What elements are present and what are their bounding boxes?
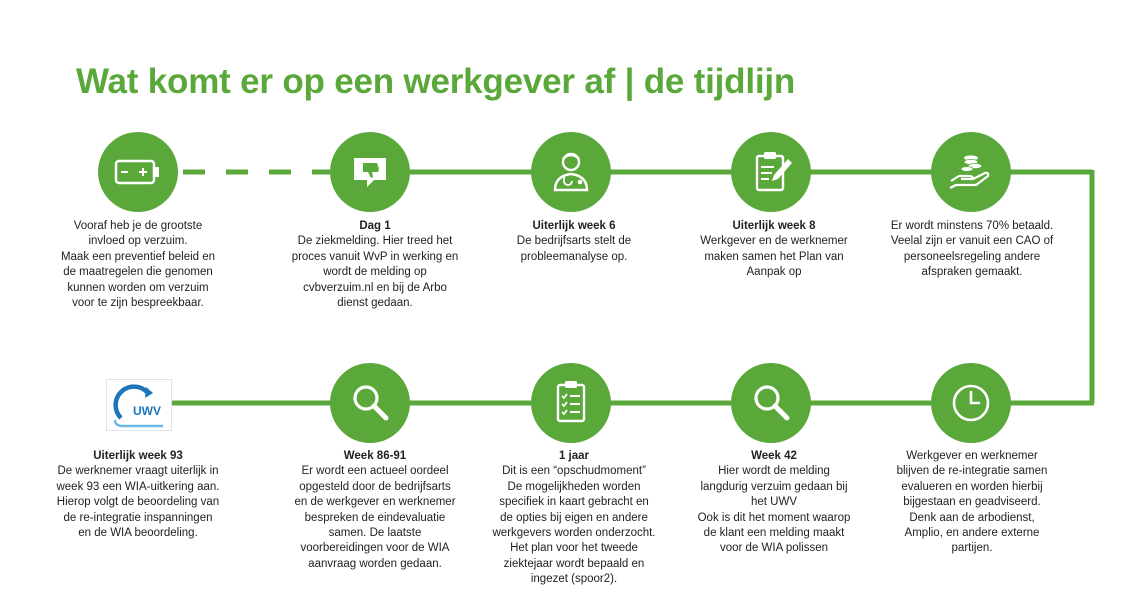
magnifier-icon bbox=[330, 363, 410, 443]
step-body: De werknemer vraagt uiterlijk in week 93 een WIA-uitkering aan. Hierop volgt de beoordeling van de re-integratie inspanningen en de WIA beoordeling. bbox=[56, 465, 220, 540]
step-body: Er wordt een actueel oordeel opgesteld door de bedrijfsarts en de werkgever en werknemer bespreken de eindevaluatie samen. De laatste voorbereidingen voor de WIA aanvraag worden gedaan. bbox=[294, 465, 456, 570]
company-doctor-node bbox=[531, 132, 611, 212]
step-body: Werkgever en de werknemer maken samen het Plan van Aanpak op bbox=[700, 235, 848, 279]
step-text-week-8 bbox=[674, 219, 874, 281]
step-heading: Uiterlijk week 8 bbox=[732, 220, 816, 232]
step-text-week-86-91 bbox=[275, 449, 475, 572]
uwv-logo bbox=[106, 379, 172, 431]
step-text-day-1 bbox=[275, 219, 475, 311]
step-heading: Dag 1 bbox=[359, 220, 391, 232]
step-body: De ziekmelding. Hier treed het proces vanuit WvP in werking en wordt de melding op cvbverzuim.nl en bij de Arbo dienst gedaan. bbox=[291, 235, 459, 310]
battery-icon bbox=[98, 132, 178, 212]
step-text-week-93 bbox=[38, 449, 238, 541]
doctor-icon bbox=[531, 132, 611, 212]
step-body: De bedrijfsarts stelt de probleemanalyse op. bbox=[516, 235, 632, 263]
plan-node bbox=[731, 132, 811, 212]
uwv-logo-text: UWV bbox=[133, 404, 161, 418]
step-heading: 1 jaar bbox=[558, 450, 590, 462]
hand-coins-icon bbox=[931, 132, 1011, 212]
step-heading: Uiterlijk week 6 bbox=[532, 220, 616, 232]
uwv-logo-mark bbox=[107, 380, 171, 430]
evaluation-node bbox=[931, 363, 1011, 443]
step-heading: Week 86-91 bbox=[343, 450, 407, 462]
checklist-icon bbox=[531, 363, 611, 443]
page-title: Wat komt er op een werkgever af | de tijdlijn bbox=[76, 62, 796, 101]
sick-report-node bbox=[330, 132, 410, 212]
step-text-evaluation bbox=[872, 449, 1072, 557]
step-text-1-year bbox=[474, 449, 674, 588]
clipboard-pen-icon bbox=[731, 132, 811, 212]
step-body: Vooraf heb je de grootste invloed op verzuim. Maak een preventief beleid en de maatregelen die genomen kunnen worden om verzuim voor te zijn bespreekbaar. bbox=[60, 220, 216, 310]
battery-node bbox=[98, 132, 178, 212]
step-text-payment bbox=[872, 219, 1072, 281]
payment-node bbox=[931, 132, 1011, 212]
one-year-node bbox=[531, 363, 611, 443]
step-heading: Uiterlijk week 93 bbox=[93, 450, 183, 462]
step-text-week-6 bbox=[474, 219, 674, 265]
step-text-week-42 bbox=[674, 449, 874, 557]
magnifier-icon bbox=[731, 363, 811, 443]
week-86-91-node bbox=[330, 363, 410, 443]
step-body: Dit is een “opschudmoment” De mogelijkheden worden specifiek in kaart gebracht en de opties bij eigen en andere werkgevers worden onderzocht. Het plan voor het tweede ziektejaar wordt bepaald en ingezet (spoor2). bbox=[492, 465, 656, 586]
week-42-node bbox=[731, 363, 811, 443]
step-body: Hier wordt de melding langdurig verzuim gedaan bij het UWV Ook is dit het moment waarop de klant een melding maakt voor de WIA polissen bbox=[697, 465, 851, 555]
step-body: Werkgever en werknemer blijven de re-integratie samen evalueren en worden hierbij bijgestaan en geadviseerd. Denk aan de arbodienst, Amplio, en andere externe partijen. bbox=[896, 450, 1048, 555]
thumbs-down-message-icon bbox=[330, 132, 410, 212]
step-body: Er wordt minstens 70% betaald. Veelal zijn er vanuit een CAO of personeelsregeling andere afspraken gemaakt. bbox=[890, 220, 1054, 279]
step-text-prevention bbox=[38, 219, 238, 311]
clock-icon bbox=[931, 363, 1011, 443]
step-heading: Week 42 bbox=[751, 450, 797, 462]
